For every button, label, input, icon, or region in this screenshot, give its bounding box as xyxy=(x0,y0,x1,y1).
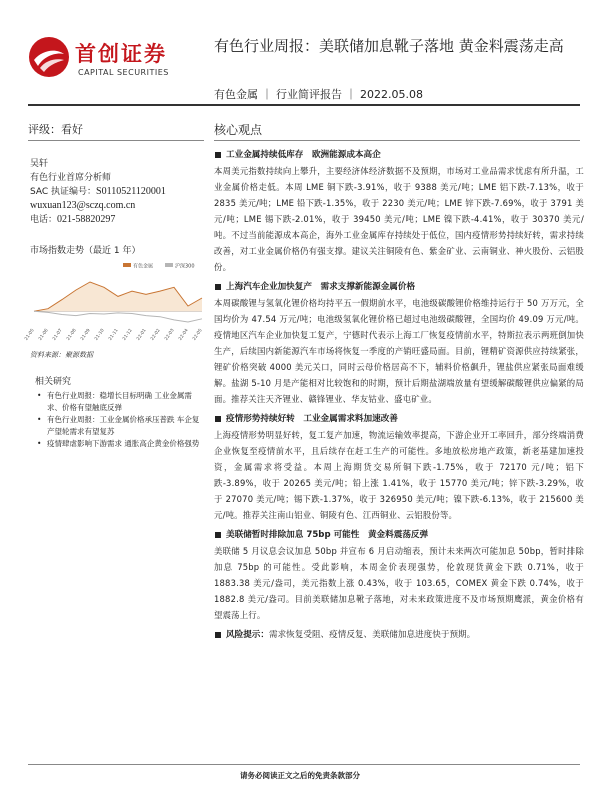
rating-label: 评级： xyxy=(28,123,61,136)
rating-value: 看好 xyxy=(61,123,83,136)
related-research-item[interactable]: • 有色行业周报：稳增长目标明确 工业金属需求、价格有望触底反弹 xyxy=(35,390,205,414)
legend-label: 沪深300 xyxy=(175,263,195,270)
chart-source: 资料来源：聚源数据 xyxy=(30,351,93,359)
x-tick-label: 22-02 xyxy=(150,328,162,342)
section-heading: 疫情形势持续好转 工业金属需求料加速改善 xyxy=(214,411,584,427)
x-tick-label: 21-05 xyxy=(24,328,36,342)
x-tick-label: 21-09 xyxy=(80,328,92,342)
disclaimer-footer: 请务必阅读正文之后的免责条款部分 xyxy=(240,771,360,780)
analyst-email[interactable]: wuxuan123@sczq.com.cn xyxy=(30,200,136,211)
analyst-cert-label: SAC 执证编号： xyxy=(30,187,97,197)
x-tick-label: 21-06 xyxy=(38,328,50,342)
core-view-heading: 核心观点 xyxy=(214,123,263,137)
brand-name-en: CAPITAL SECURITIES xyxy=(78,68,169,77)
section-demand-recovery xyxy=(214,411,584,523)
section-heading: 美联储暂时排除加息 75bp 可能性 黄金料震荡反弹 xyxy=(214,527,584,543)
series-line-1 xyxy=(34,311,202,322)
footer-divider xyxy=(28,764,580,765)
chart-title: 市场指数走势（最近 1 年） xyxy=(30,246,141,256)
x-tick-label: 22-01 xyxy=(136,328,148,342)
analyst-info xyxy=(30,157,166,227)
analyst-cert xyxy=(30,185,166,199)
related-research-title: 相关研究 xyxy=(35,377,72,387)
risk-warning xyxy=(214,627,584,643)
risk-label: 风险提示： xyxy=(226,630,269,640)
related-research-list xyxy=(35,390,205,450)
company-logo xyxy=(28,30,208,90)
x-tick-label: 21-10 xyxy=(94,328,106,342)
section-body: 上海疫情形势明显好转，复工复产加速，物流运输效率提高，下游企业开工率回升，部分终端消费企业恢复至疫情前水平，且后续存在赶工生产的可能性。多地放松房地产政策，新老基建加速投资，金属需求将受益。本周上海期货交易所铜下跌-1.75%，收于 72170 元/吨；铝下跌-3.89%，收于 20265 美元/吨；铅上涨 1.41%，收于 15770 美元/吨；锌下跌-3.29%，收于 27070 美元/吨；锡下跌-1.37%，收于 326950 美元/吨；镍下跌-6.13%，收于 215600 美元/吨。推荐关注南山铝业、铜陵有色、江西铜业、云铝股份等。 xyxy=(214,430,584,520)
analyst-phone xyxy=(30,213,166,227)
x-tick-label: 22-05 xyxy=(192,328,204,342)
related-research-item[interactable]: • 有色行业周报：工业金属价格承压普跌 车企复产望轮需求有望复苏 xyxy=(35,414,205,438)
analyst-phone-label: 电话： xyxy=(30,215,58,225)
x-tick-label: 22-04 xyxy=(178,328,190,342)
right-column-divider xyxy=(214,140,580,141)
analyst-phone-number: 021-58820297 xyxy=(57,214,116,225)
legend-swatch xyxy=(123,263,131,267)
x-tick-label: 21-11 xyxy=(108,328,120,342)
x-tick-label: 21-08 xyxy=(66,328,78,342)
brand-name-cn: 首创证券 xyxy=(75,42,167,66)
section-heading: 工业金属持续低库存 欧洲能源成本高企 xyxy=(214,147,584,163)
report-title: 有色行业周报：美联储加息靴子落地 黄金料震荡走高 xyxy=(214,37,564,55)
section-industrial-metals xyxy=(214,147,584,275)
legend-label: 有色金属 xyxy=(133,263,154,270)
section-body: 本周碳酸锂与氢氧化锂价格均持平五一假期前水平，电池级碳酸锂价格维持运行于 50 万万元，全国均价为 47.54 万元/吨；电池级氢氧化锂价格已超过电池级碳酸锂，全国均价 49.09 万元/吨。疫情地区汽车企业加快复工复产，宁德时代表示上海工厂恢复疫情前水平，特斯拉表示两班倒加快生产，后续国内新能源汽车市场将恢复一季度的产销旺盛局面。目前，锂精矿资源供应持续紧张，锂矿价格突破 4000 美元关口，同时云母价格居高不下，辅料价格飙升，锂盐供应紧张局面难缓解。盐湖 5-10 月是产能相对比较饱和的时期，预计后期盐湖端放量有望缓解碳酸锂供应偏紧的局面。推荐关注天齐锂业、赣锋锂业、华友钴业、盛屯矿业。 xyxy=(214,298,584,404)
analyst-title: 有色行业首席分析师 xyxy=(30,173,112,183)
section-body: 美联储 5 月议息会议加息 50bp 并宣布 6 月启动缩表，预计未来两次可能加息 50bp，暂时排除加息 75bp 的可能性。受此影响，本周金价表现强势，伦敦现货黄金下跌 0.71%，收于 1883.38 美元/盎司，美元指数上涨 0.43%，收于 103.65，COMEX 黄金下跌 0.74%，收于 1882.8 美元/盎司。目前美联储加息靴子落地，对未来政策进度不及市场预期鹰派，黄金价格有望震荡上行。 xyxy=(214,546,584,620)
rating xyxy=(28,121,83,137)
analyst-cert-id: S0110521120001 xyxy=(96,186,166,197)
market-index-chart xyxy=(24,260,208,345)
related-research-item[interactable]: • 疫情肆虐影响下游需求 通胀高企黄金价格强势 xyxy=(35,438,205,450)
x-tick-label: 21-07 xyxy=(52,328,64,342)
header-divider xyxy=(28,104,580,106)
left-column-divider xyxy=(28,140,204,141)
analyst-name: 吴轩 xyxy=(30,159,49,169)
risk-text: 需求恢复受阻、疫情反复、美联储加息进度快于预期。 xyxy=(268,630,476,640)
x-tick-label: 21-12 xyxy=(122,328,134,342)
section-gold xyxy=(214,527,584,623)
x-tick-label: 22-03 xyxy=(164,328,176,342)
capital-securities-logo-icon xyxy=(28,36,70,78)
section-heading: 上海汽车企业加快复产 需求支撑新能源金属价格 xyxy=(214,279,584,295)
section-new-energy-metals xyxy=(214,279,584,407)
legend-swatch xyxy=(165,263,173,267)
core-view-content xyxy=(214,147,584,643)
section-body: 本周美元指数持续向上攀升，主要经济体经济数据不及预期，市场对工业品需求忧虑有所升温，工业金属价格走低。本周 LME 铜下跌-3.91%，收于 9388 美元/吨；LME 铝下跌-7.13%，收于 2835 美元/吨；LME 铅下跌-1.35%，收于 2230 美元/吨；LME 锌下跌-7.69%，收于 3791 美元/吨；LME 锡下跌-2.01%，收于 39450 美元/吨；LME 镍下跌-4.41%，收于 30370 美元/吨。不过当前能源成本高企，海外工业金属库存持续处于低位，国内疫情形势持续好转，需求持续改善，对工业金属价格仍有强支撑。建议关注铜陵有色、紫金矿业、云南铜业、神火股份、云铝股份。 xyxy=(214,166,584,272)
report-subline: 有色金属 ｜ 行业简评报告 ｜ 2022.05.08 xyxy=(214,88,423,101)
